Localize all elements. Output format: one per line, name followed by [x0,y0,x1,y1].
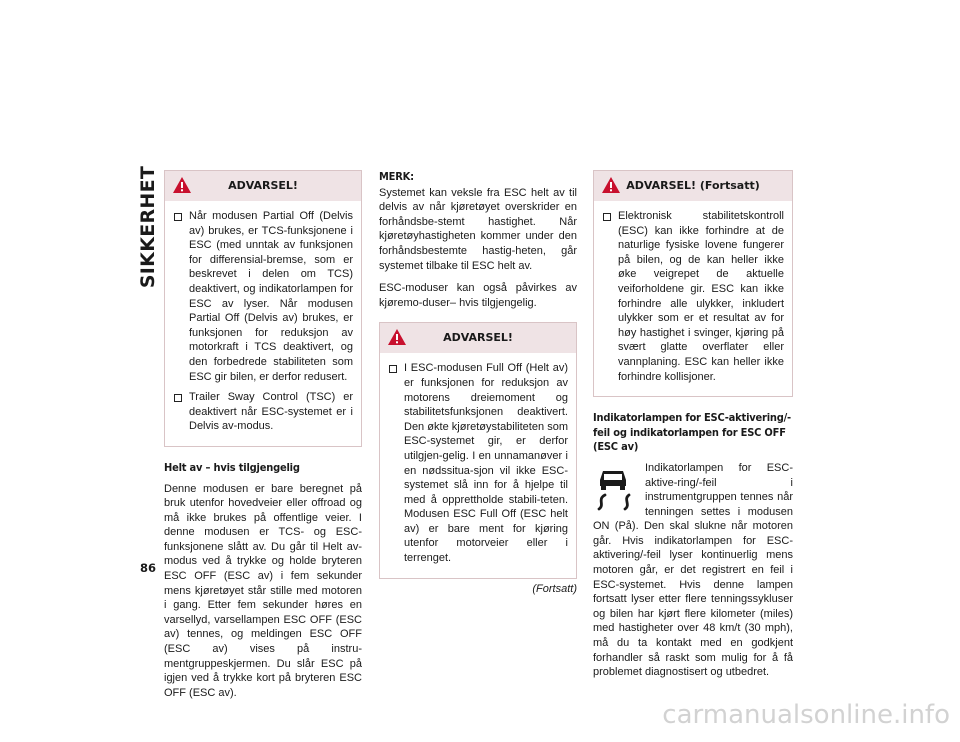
column-1 [164,170,362,708]
warning-header [165,171,361,201]
note-label: MERK: [379,170,414,183]
warning-header [380,323,576,353]
body-paragraph: ESC-moduser kan også påvirkes av kjøremo-duser– hvis tilgjengelig. [379,282,577,309]
warning-item: Når modusen Partial Off (Delvis av) brukes, er TCS-funksjonene i ESC (med unntak av funksjonen for differensial-bremse, som er beskrevet i delen om TCS) deaktivert, og indikatorlampen for ESC av lyser. Når modusen Partial Off (Delvis av) brukes, er funksjonen for reduksjon av motorkraft i TCS deaktivert, og den forbedrede stabiliteten som ESC gir bilen, er derfor redusert. [173,209,353,384]
warning-triangle-icon [387,328,407,346]
warning-box [164,170,362,447]
warning-item: Elektronisk stabilitetskontroll (ESC) kan ikke forhindre at de naturlige fysiske lovene fungerer på bilen, og de kan heller ikke øke veigrepet de aktuelle veiforholdene gir. ESC kan ikke forhindre alle ulykker, inkludert ulykker som er et resultat av for høy hastighet i svinger, kjøring på svært glatte overflater eller vannplaning. ESC kan heller ikke forhindre kollisjoner. [602,209,784,384]
warning-triangle-icon [172,176,192,194]
checkbox-bullet-icon [389,365,397,373]
warning-title: ADVARSEL! [443,331,513,345]
column-3 [593,170,793,680]
column-2 [379,170,577,596]
warning-title: ADVARSEL! [228,178,298,192]
warning-box [379,322,577,578]
section-title: SIKKERHET [137,165,160,289]
note-text: Systemet kan veksle fra ESC helt av til delvis av når kjøretøyet overskrider en forhåndsbe-stemt hastighet. Når kjøretøyhastigheten kommer under den forhåndsbestemte hastig-heten, går systemet tilbake til ESC helt av. [379,186,577,272]
section-heading: Indikatorlampen for ESC-aktivering/-feil og indikatorlampen for ESC OFF (ESC av) [593,411,791,454]
indicator-paragraph: Indikatorlampen for ESC-aktive-ring/-feil i instrumentgruppen tennes når tenningen settes i modusen ON (På). Den skal slukne når motoren går. Hvis indikatorlampen for ESC-aktivering/-feil lyser kontinuerlig mens motoren går, er det registrert en feil i ESC-systemet. Hvis denne lampen fortsatt lyser etter flere tenningssykluser og bilen har kjørt flere kilometer (miles) med hastigheter over 48 km/t (30 mph), må du ta kontakt med en godkjent forhandler så raskt som mulig for å få problemet diagnostisert og utbedret. [593,461,793,679]
section-heading: Helt av – hvis tilgjengelig [164,460,300,474]
warning-triangle-icon [601,176,621,194]
checkbox-bullet-icon [174,213,182,221]
checkbox-bullet-icon [174,394,182,402]
watermark: carmanualsonline.info [662,700,950,730]
warning-item: Trailer Sway Control (TSC) er deaktivert når ESC-systemet er i Delvis av-modus. [173,390,353,434]
warning-box [593,170,793,397]
warning-header [594,171,792,201]
warning-title: ADVARSEL! (Fortsatt) [626,178,760,192]
body-paragraph: Denne modusen er bare beregnet på bruk utenfor hovedveier eller offroad og må ikke brukes på offentlige veier. I denne modusen er TCS- og ESC-funksjonene slått av. Du går til Helt av-modus ved å trykke og holde bryteren ESC OFF (ESC av) i fem sekunder mens kjøretøyet står stille med motoren i gang. Etter fem sekunder høres en varsellyd, varsellampen ESC OFF (ESC av) tennes, og meldingen ESC OFF (ESC av) vises på instru-mentgruppeskjermen. Du slår ESC på igjen ved å trykke kort på bryteren ESC OFF (ESC av). [164,482,362,699]
warning-item: I ESC-modusen Full Off (Helt av) er funksjonen for reduksjon av motorens dreiemoment og stabilitetsfunksjonen deaktivert. Den økte kjøretøystabiliteten som ESC-systemet gir, er derfor utilgjen-gelig. I en unnamanøver i en nødssitua-sjon vil ikke ESC-systemet slå inn for å hjelpe til med å opprettholde stabili-teten. Modusen ESC Full Off (ESC helt av) er bare ment for kjøring utenfor motorveier eller i terrenget. [388,361,568,565]
checkbox-bullet-icon [603,213,611,221]
esc-skid-car-icon [595,467,631,511]
page-number: 86 [140,561,157,575]
continued-label: (Fortsatt) [532,582,577,595]
